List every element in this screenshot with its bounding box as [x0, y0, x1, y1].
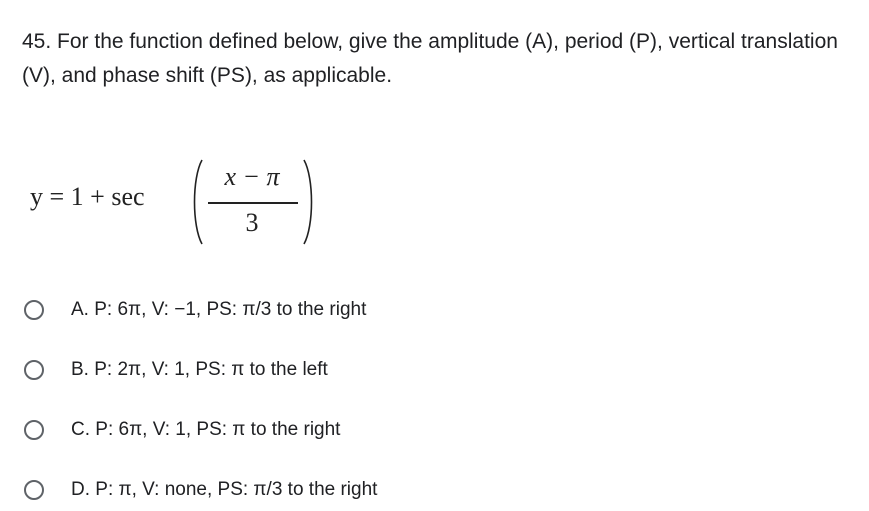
option-label: D. P: π, V: none, PS: π/3 to the right [71, 479, 378, 500]
radio-button-icon[interactable] [24, 480, 44, 500]
option-b[interactable] [22, 350, 622, 390]
question-text: 45. For the function defined below, give the amplitude (A), period (P), vertical translation (V), and phase shift (PS), as applicable. [22, 30, 838, 87]
option-label: C. P: 6π, V: 1, PS: π to the right [71, 419, 341, 440]
fraction-bar [208, 202, 298, 204]
fraction-denominator: 3 [245, 208, 259, 237]
option-label: B. P: 2π, V: 1, PS: π to the left [71, 359, 328, 380]
fraction-numerator: x − π [224, 162, 280, 191]
option-label: A. P: 6π, V: −1, PS: π/3 to the right [71, 299, 367, 320]
radio-button-icon[interactable] [24, 300, 44, 320]
right-parenthesis [302, 158, 316, 246]
radio-button-icon[interactable] [24, 420, 44, 440]
option-d[interactable] [22, 470, 622, 510]
radio-button-icon[interactable] [24, 360, 44, 380]
equation-prefix: y = 1 + sec [30, 182, 145, 211]
option-a[interactable] [22, 290, 622, 330]
option-c[interactable] [22, 410, 622, 450]
